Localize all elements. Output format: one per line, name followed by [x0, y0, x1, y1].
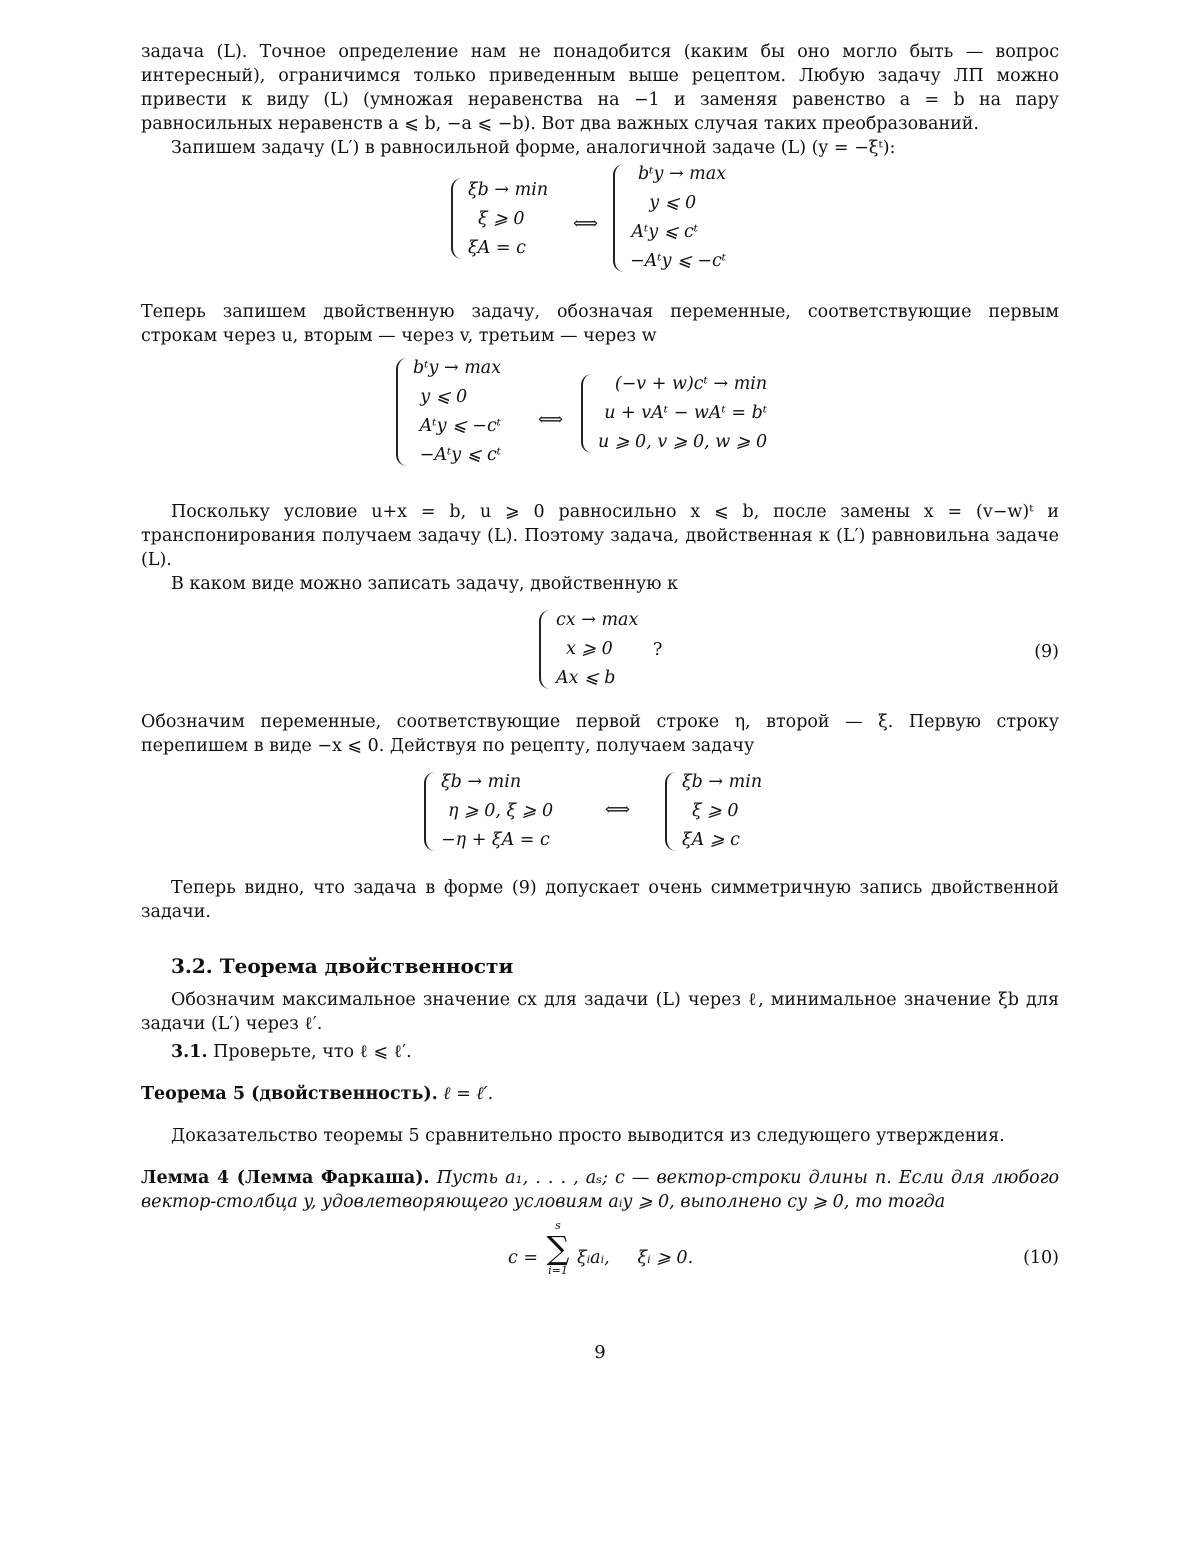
- lemma-label: Лемма 4 (Лемма Фаркаша).: [141, 1168, 430, 1188]
- sys4-right-line: ξA ⩾ c: [682, 826, 762, 855]
- sys4-left-line: ξb → min: [441, 768, 553, 797]
- equation-number: (10): [1023, 1246, 1059, 1270]
- theorem-label: Теорема 5 (двойственность).: [141, 1084, 438, 1104]
- eq10-rhs: ξᵢaᵢ, ξᵢ ⩾ 0.: [577, 1246, 693, 1270]
- left-brace: [451, 178, 462, 259]
- page-number: 9: [0, 1342, 1200, 1363]
- left-brace: [396, 358, 407, 466]
- sys1-right-line: y ⩽ 0: [630, 189, 726, 218]
- equation-number: (9): [1034, 640, 1059, 664]
- equation-system-4: [141, 764, 1059, 870]
- sys4-right-line: ξb → min: [682, 768, 762, 797]
- sys4-right-line: ξ ⩾ 0: [682, 797, 762, 826]
- page-body: [141, 40, 1059, 1292]
- section-heading: 3.2. Теорема двойственности: [141, 954, 1059, 978]
- paragraph-5: В каком виде можно записать задачу, двойственную к: [141, 572, 1059, 596]
- equation-10: [141, 1220, 1059, 1292]
- paragraph-9: Доказательство теоремы 5 сравнительно просто выводится из следующего утверждения.: [141, 1124, 1059, 1148]
- equation-9: [141, 602, 1059, 702]
- paragraph-2: Запишем задачу (L′) в равносильной форме, аналогичной задаче (L) (y = −ξᵗ):: [141, 136, 1059, 160]
- question-mark: ?: [653, 638, 662, 662]
- summation: [541, 1220, 575, 1278]
- equation-system-1: [141, 164, 1059, 286]
- theorem-text: ℓ = ℓ′.: [443, 1084, 493, 1104]
- exercise: [141, 1040, 1059, 1064]
- sys2-left-line: −Aᵗy ⩽ cᵗ: [413, 441, 501, 470]
- left-brace: [424, 772, 435, 851]
- sum-upper-limit: s: [541, 1220, 575, 1232]
- left-brace: [539, 610, 550, 689]
- paragraph-1: задача (L). Точное определение нам не понадобится (каким бы оно могло быть — вопрос интересный), ограничимся только приведенным выше рецептом. Любую задачу ЛП можно привести к виду (L) (умножая неравенства на −1 и заменяя равенство a = b на пару равносильных неравенств a ⩽ b, −a ⩽ −b). Вот два важных случая таких преобразований.: [141, 40, 1059, 136]
- sys1-right-line: Aᵗy ⩽ cᵗ: [630, 218, 726, 247]
- sys1-left-line: ξA = c: [468, 234, 548, 263]
- paragraph-4: Поскольку условие u+x = b, u ⩾ 0 равносильно x ⩽ b, после замены x = (v−w)ᵗ и транспонирования получаем задачу (L). Поэтому задача, двойственная к (L′) равновильна задаче (L).: [141, 500, 1059, 572]
- iff-symbol: ⟺: [605, 798, 630, 822]
- sys4-left-line: η ⩾ 0, ξ ⩾ 0: [441, 797, 553, 826]
- sys2-right-line: u + vAᵗ − wAᵗ = bᵗ: [598, 399, 767, 428]
- sys3-line: Ax ⩽ b: [556, 664, 638, 693]
- right-brace: [665, 772, 676, 851]
- right-brace: [581, 374, 592, 453]
- iff-symbol: ⟺: [538, 408, 563, 432]
- sys1-left-line: ξb → min: [468, 176, 548, 205]
- theorem: [141, 1082, 1059, 1106]
- sys1-right-line: bᵗy → max: [630, 160, 726, 189]
- sys3-line: x ⩾ 0: [556, 635, 638, 664]
- sys3-line: cx → max: [556, 606, 638, 635]
- lemma: [141, 1166, 1059, 1214]
- exercise-text: Проверьте, что ℓ ⩽ ℓ′.: [213, 1042, 412, 1062]
- exercise-number: 3.1.: [171, 1042, 208, 1062]
- sys2-left-line: y ⩽ 0: [413, 383, 501, 412]
- sys2-left-line: Aᵗy ⩽ −cᵗ: [413, 412, 501, 441]
- sys4-left-line: −η + ξA = c: [441, 826, 553, 855]
- sys2-right-line: u ⩾ 0, v ⩾ 0, w ⩾ 0: [598, 428, 767, 457]
- paragraph-7: Теперь видно, что задача в форме (9) допускает очень симметричную запись двойственной задачи.: [141, 876, 1059, 924]
- paragraph-6: Обозначим переменные, соответствующие первой строке η, второй — ξ. Первую строку перепишем в виде −x ⩽ 0. Действуя по рецепту, получаем задачу: [141, 710, 1059, 758]
- equation-system-2: [141, 352, 1059, 492]
- sum-lower-limit: i=1: [541, 1264, 575, 1278]
- lemma-text: Пусть a₁, . . . , aₛ; c — вектор-строки длины n. Если для любого вектор-столбца y, удовлетворяющего условиям aᵢy ⩾ 0, выполнено cy ⩾ 0, то тогда: [141, 1168, 1059, 1212]
- right-brace: [613, 164, 624, 272]
- sys1-left-line: ξ ⩾ 0: [468, 205, 548, 234]
- iff-symbol: ⟺: [573, 212, 598, 236]
- sys2-right-line: (−v + w)cᵗ → min: [598, 370, 767, 399]
- paragraph-8: Обозначим максимальное значение cx для задачи (L) через ℓ, минимальное значение ξb для задачи (L′) через ℓ′.: [141, 988, 1059, 1036]
- sum-sign: ∑: [541, 1232, 575, 1264]
- sys2-left-line: bᵗy → max: [413, 354, 501, 383]
- paragraph-3: Теперь запишем двойственную задачу, обозначая переменные, соответствующие первым строкам через u, вторым — через v, третьим — через w: [141, 300, 1059, 348]
- sys1-right-line: −Aᵗy ⩽ −cᵗ: [630, 247, 726, 276]
- eq10-lhs: c =: [508, 1246, 538, 1270]
